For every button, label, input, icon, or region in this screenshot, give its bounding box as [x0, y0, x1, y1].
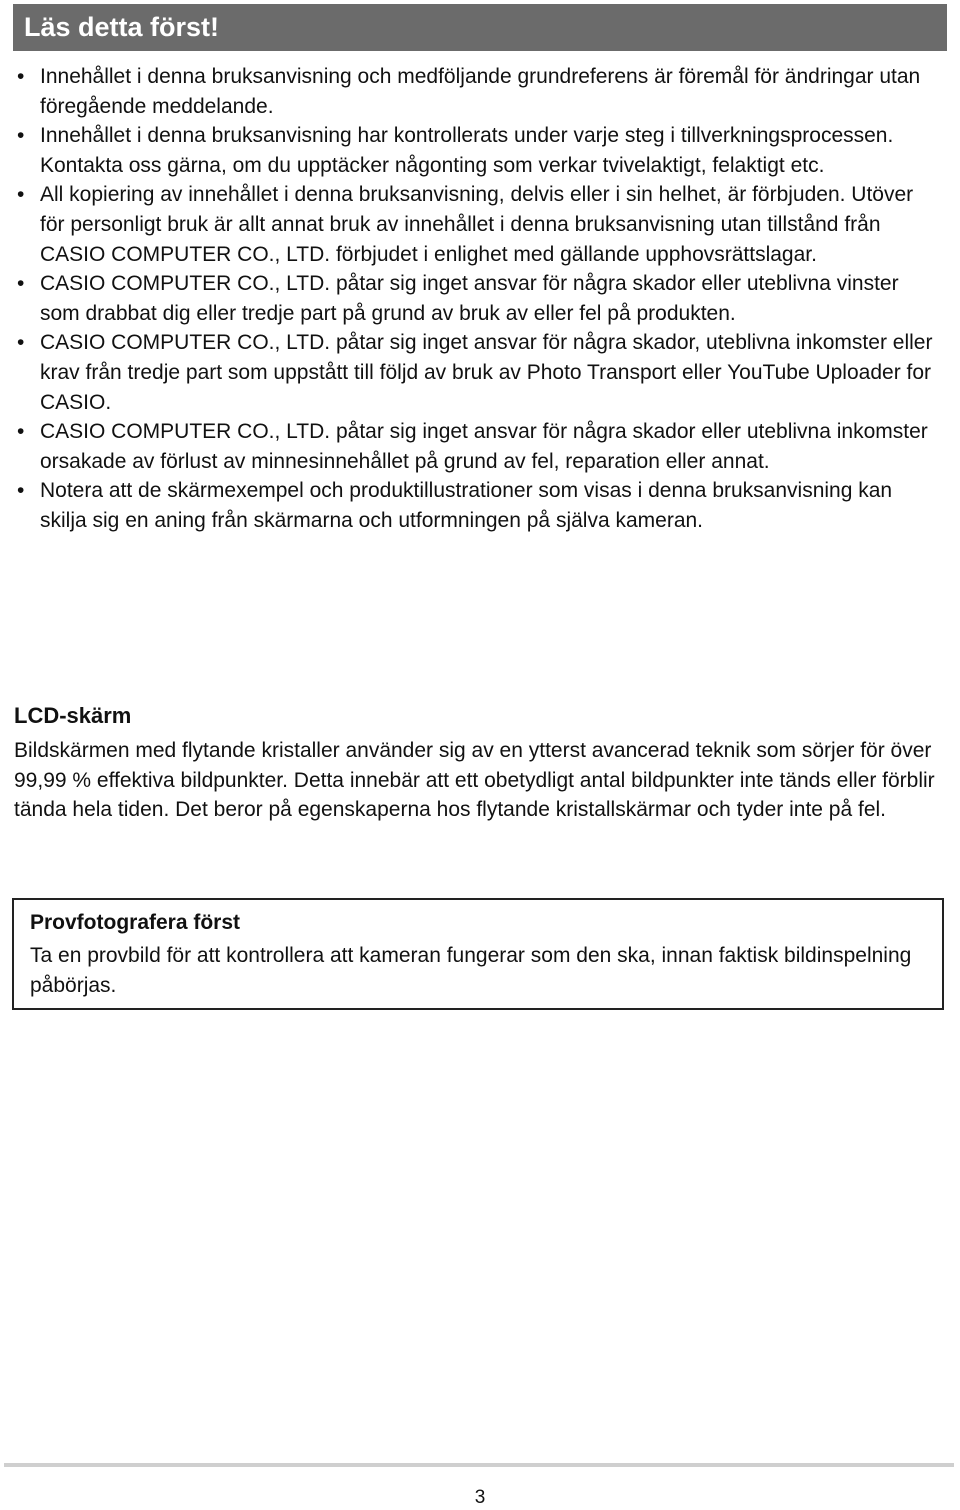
- bullet-icon: •: [17, 65, 25, 88]
- bullet-icon: •: [17, 272, 25, 296]
- list-item: [14, 180, 939, 269]
- lcd-section-heading: LCD-skärm: [14, 703, 132, 728]
- list-item: [14, 476, 939, 535]
- list-item: [14, 328, 939, 417]
- bullet-icon: •: [17, 331, 25, 355]
- page-number: 3: [474, 1487, 486, 1508]
- tip-box-body: Ta en provbild för att kontrollera att kameran fungerar som den ska, innan faktisk bildinspelning påbörjas.: [30, 944, 912, 997]
- lcd-section-body: Bildskärmen med flytande kristaller använder sig av en ytterst avancerad teknik som sörjer för över 99,99 % effektiva bildpunkter. Detta innebär att ett obetydligt antal bildpunkter inte tänds eller förblir tända hela tiden. Det beror på egenskaperna hos flytande kristallskärmar och tyder inte på fel.: [14, 739, 935, 822]
- list-item: [14, 62, 939, 121]
- bullet-icon: •: [17, 479, 25, 503]
- note-text: CASIO COMPUTER CO., LTD. påtar sig inget ansvar för några skador eller uteblivna inkomster orsakade av förlust av minnesinnehållet på grund av fel, reparation eller annat.: [40, 420, 928, 473]
- note-text: CASIO COMPUTER CO., LTD. påtar sig inget ansvar för några skador eller uteblivna vinster som drabbat dig eller tredje part på grund av bruk av eller fel på produkten.: [40, 272, 899, 325]
- tip-box: [12, 898, 944, 1010]
- list-item: [14, 269, 939, 328]
- note-text: Notera att de skärmexempel och produktillustrationer som visas i denna bruksanvisning kan skilja sig en aning från skärmarna och utformningen på själva kameran.: [40, 479, 893, 532]
- bullet-icon: •: [17, 420, 25, 444]
- list-item: [14, 417, 939, 476]
- note-text: CASIO COMPUTER CO., LTD. påtar sig inget ansvar för några skador, uteblivna inkomster eller krav från tredje part som uppstått till följd av bruk av Photo Transport eller YouTube Uploader for CASIO.: [40, 331, 933, 414]
- header-bar: [13, 4, 947, 51]
- bullet-icon: •: [17, 124, 25, 148]
- bullet-icon: •: [17, 183, 25, 207]
- note-text: All kopiering av innehållet i denna bruksanvisning, delvis eller i sin helhet, är förbjuden. Utöver för personligt bruk är allt annat bruk av innehållet i denna bruksanvisning utan tillstånd från CASIO COMPUTER CO., LTD. förbjudet i enlighet med gällande upphovsrättslagar.: [40, 183, 914, 266]
- page-title: Läs detta först!: [24, 12, 220, 42]
- note-text: Innehållet i denna bruksanvisning har kontrollerats under varje steg i tillverkningsprocessen. Kontakta oss gärna, om du upptäcker någonting som verkar tvivelaktigt, felaktigt etc.: [40, 124, 894, 177]
- footer-divider: [4, 1463, 954, 1467]
- notes-list: [14, 62, 939, 536]
- list-item: [14, 121, 939, 180]
- note-text: Innehållet i denna bruksanvisning och medföljande grundreferens är föremål för ändringar utan föregående meddelande.: [40, 65, 921, 118]
- tip-box-title: Provfotografera först: [30, 911, 241, 934]
